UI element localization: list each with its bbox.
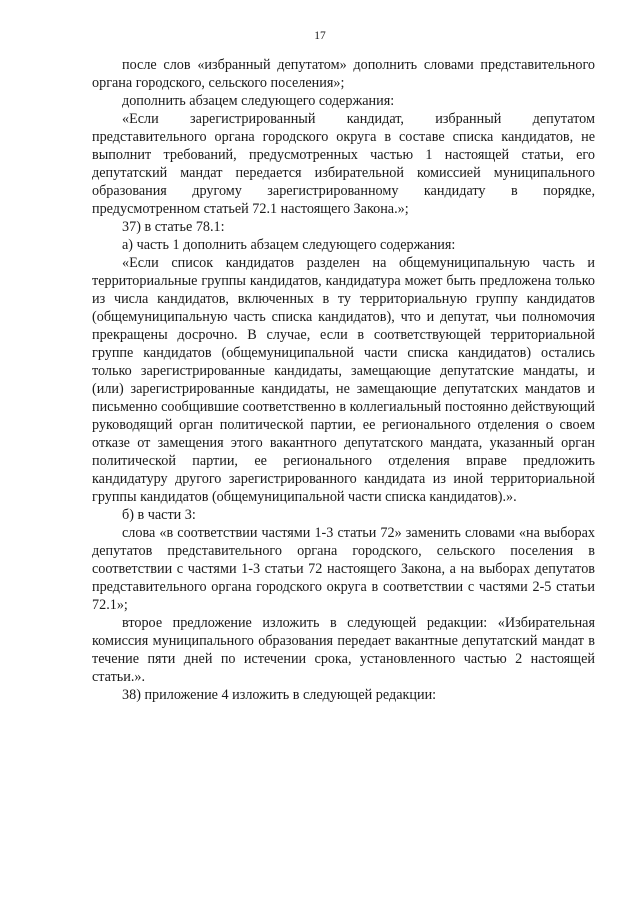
paragraph-item-37: 37) в статье 78.1:	[122, 219, 225, 235]
paragraph-subitem-b: б) в части 3:	[122, 507, 196, 523]
paragraph-subitem-a: а) часть 1 дополнить абзацем следующего содержания:	[122, 237, 456, 253]
paragraph-add-clause: дополнить абзацем следующего содержания:	[122, 93, 395, 109]
page-number: 17	[314, 30, 326, 42]
paragraph-after-words: после слов «избранный депутатом» дополнить словами представительного органа городского, сельского поселения»;	[92, 57, 595, 91]
paragraph-territorial-groups: «Если список кандидатов разделен на общемуниципальную часть и территориальные группы кандидатов, кандидатура может быть предложена только из числа кандидатов, включенных в ту территориальную группу кандидатов (общемуниципальную часть списка кандидатов), что и депутат, чьи полномочия прекращены досрочно. В случае, если в соответствующей территориальной группе кандидатов (общемуниципальной части списка кандидатов) остались только зарегистрированные кандидаты, замещающие депутатские мандаты, и (или) зарегистрированные кандидаты, не замещающие депутатских мандатов и письменно сообщившие соответственно в коллегиальный постоянно действующий руководящий орган политической партии, ее регионального отделения о своем отказе от замещения этого вакантного депутатского мандата, указанный орган политической партии, ее регионального отделения вправе предложить кандидатуру другого зарегистрированного кандидата из иной территориальной группы кандидатов (общемуниципальной части списка кандидатов).».	[92, 255, 595, 505]
document-body	[92, 56, 595, 704]
paragraph-item-38: 38) приложение 4 изложить в следующей редакции:	[122, 687, 437, 703]
paragraph-candidate-mandate: «Если зарегистрированный кандидат, избранный депутатом представительного органа городского округа в составе списка кандидатов, не выполнит требований, предусмотренных частью 1 настоящей статьи, его депутатский мандат передается избирательной комиссией муниципального образования другому зарегистрированному кандидату в порядке, предусмотренном статьей 72.1 настоящего Закона.»;	[92, 111, 595, 217]
paragraph-replace-words: слова «в соответствии частями 1-3 статьи 72» заменить словами «на выборах депутатов представительного органа городского, сельского поселения в соответствии с частями 1-3 статьи 72 настоящего Закона, а на выборах депутатов представительного органа городского округа в соответствии с частями 2-5 статьи 72.1»;	[92, 525, 595, 613]
paragraph-second-sentence: второе предложение изложить в следующей редакции: «Избирательная комиссия муниципального образования передает вакантные депутатский мандат в течение пяти дней по истечении срока, установленного частью 2 настоящей статьи.».	[92, 615, 595, 685]
